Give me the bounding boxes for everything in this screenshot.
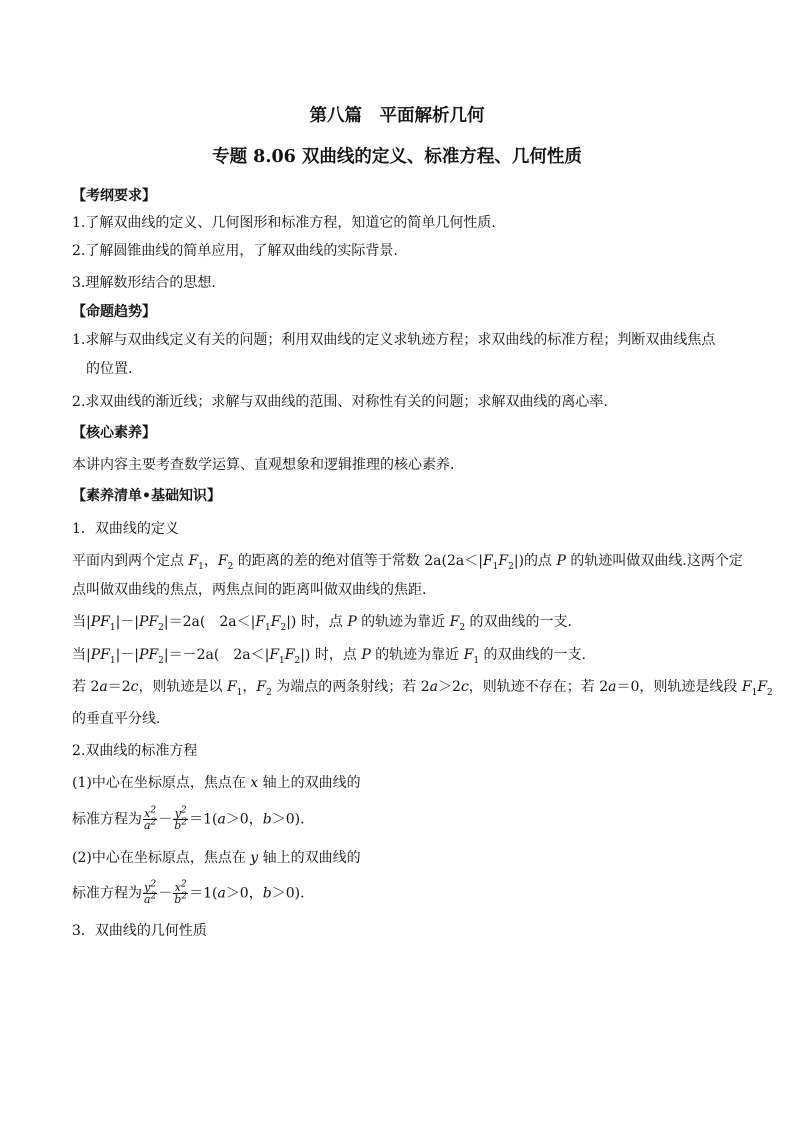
geometric-properties-title: 3．双曲线的几何性质 (72, 923, 207, 939)
exam-req-item-1: 1.了解双曲线的定义、几何图形和标准方程，知道它的简单几何性质. (72, 215, 496, 231)
std-equation-1: 标准方程为 $\frac{x^2}{a^2}$ － $\frac{y^2}{b^2}$ ＝1(a＞0，b＞0)． (72, 805, 315, 832)
std-case-2: (2)中心在坐标原点，焦点在 y 轴上的双曲线的 (72, 850, 361, 866)
std-equation-2: 标准方程为 $\frac{y^2}{a^2}$ － $\frac{x^2}{b^2}$ ＝1(a＞0，b＞0)． (72, 879, 315, 906)
standard-equation-title: 2.双曲线的标准方程 (72, 743, 198, 759)
case-line-2: 当$|PF_1|-|PF_2|=-2a$( $2a<|F_1F_2|$) 时，点 P 的轨迹为靠近 $F_1$ 的双曲线的一支. (72, 647, 586, 666)
core-text: 本讲内容主要考查数学运算、直观想象和逻辑推理的核心素养. (72, 457, 455, 473)
basics-heading: 【素养清单•基础知识】 (72, 488, 221, 504)
part-title: 第八篇 平面解析几何 (309, 106, 485, 126)
exam-req-item-2: 2.了解圆锥曲线的简单应用，了解双曲线的实际背景. (72, 243, 398, 259)
core-heading: 【核心素养】 (72, 425, 156, 441)
trend-item-1-cont: 的位置. (86, 361, 133, 377)
case-line-3-cont: 的垂直平分线. (72, 711, 161, 727)
trend-item-2: 2.求双曲线的渐近线；求解与双曲线的范围、对称性有关的问题；求解双曲线的离心率. (72, 394, 608, 410)
definition-line-2: 点叫做双曲线的焦点，两焦点间的距离叫做双曲线的焦距. (72, 582, 427, 598)
definition-line-1: 平面内到两个定点 $F_1$，$F_2$ 的距离的差的绝对值等于常数 $2a(2a<|F_1F_2|)$的点 P 的轨迹叫做双曲线.这两个定 (72, 553, 743, 572)
definition-title: 1．双曲线的定义 (72, 521, 179, 537)
trend-item-1: 1.求解与双曲线定义有关的问题；利用双曲线的定义求轨迹方程；求双曲线的标准方程；判断双曲线焦点 (72, 332, 716, 348)
exam-requirements-heading: 【考纲要求】 (72, 188, 156, 204)
trend-heading: 【命题趋势】 (72, 304, 156, 320)
topic-title: 专题 8.06 双曲线的定义、标准方程、几何性质 (212, 147, 582, 167)
std-case-1: (1)中心在坐标原点，焦点在 x 轴上的双曲线的 (72, 775, 361, 791)
case-line-1: 当$|PF_1|-|PF_2|=2a$( $2a<|F_1F_2|$) 时，点 P 的轨迹为靠近 $F_2$ 的双曲线的一支. (72, 614, 572, 633)
exam-req-item-3: 3.理解数形结合的思想. (72, 275, 216, 291)
case-line-3: 若 2a＝2c，则轨迹是以 $F_1$，$F_2$ 为端点的两条射线；若 2a＞2c，则轨迹不存在；若 2a＝0，则轨迹是线段 $F_1F_2$ (72, 679, 773, 698)
